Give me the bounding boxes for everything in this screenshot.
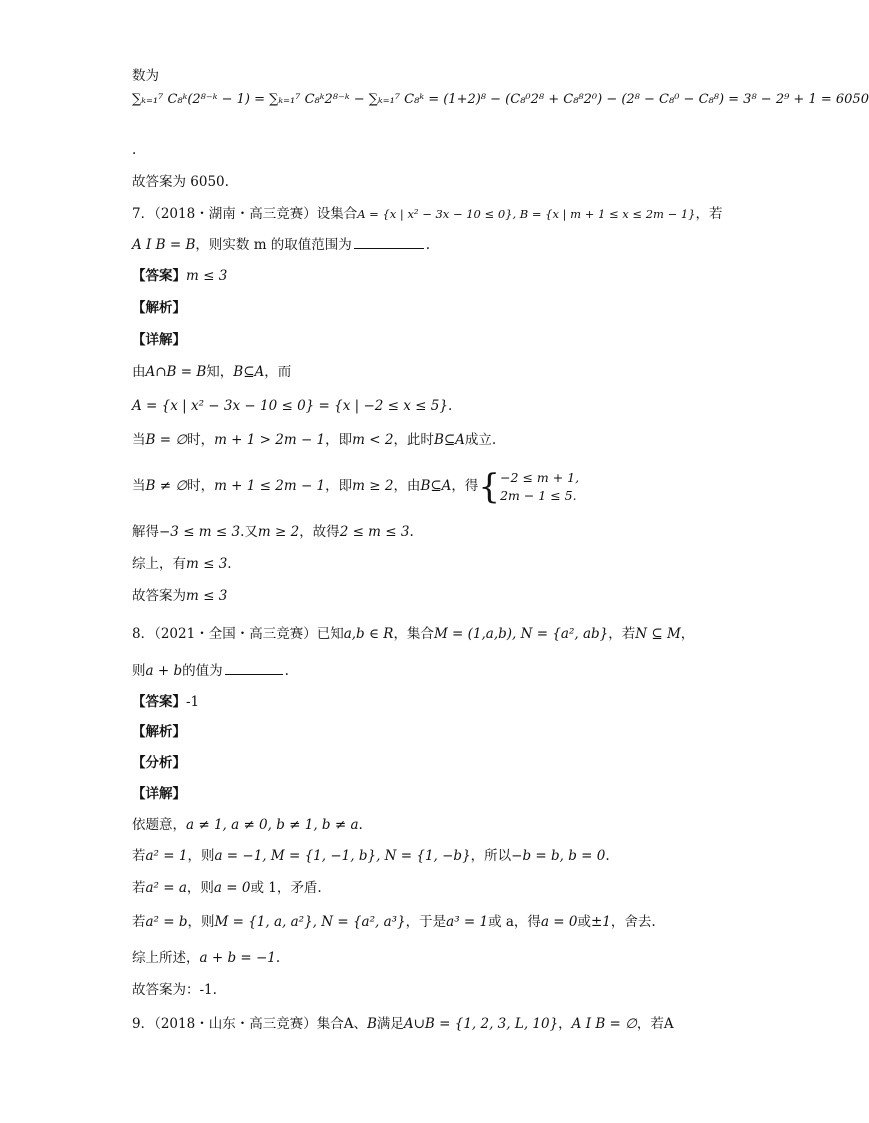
- text-line: [132, 140, 136, 160]
- text-span: 【分析】: [132, 755, 186, 771]
- math-span: m ≥ 2: [257, 524, 300, 540]
- solution-line: [132, 554, 232, 574]
- text-span: 成立.: [464, 432, 497, 448]
- answer-line: [132, 980, 217, 1000]
- solution-line: [132, 948, 280, 968]
- text-span: 时，: [187, 478, 215, 494]
- label: 【答案】: [132, 694, 186, 710]
- text-span: 依题意，: [132, 817, 186, 833]
- math-span: A∩B = B: [145, 364, 207, 380]
- math-span: m ≥ 2: [352, 478, 394, 494]
- text-span: .: [227, 556, 232, 572]
- text-span: 9．（2018・山东・高三竞赛）集合: [132, 1016, 344, 1032]
- math-span: M = {1, a, a²}, N = {a², a³}: [214, 914, 406, 930]
- solution-line: [132, 815, 363, 835]
- math-span: a² = b: [145, 914, 188, 930]
- math-span: m + 1 ≤ 2m − 1: [214, 478, 326, 494]
- text-span: 或 a，得: [488, 914, 541, 930]
- text-span: 若: [132, 880, 146, 896]
- math-span: A I B = ∅: [571, 1016, 637, 1032]
- math-span: M = (1,a,b), N = {a², ab}: [433, 626, 609, 642]
- text-span: 数为: [132, 68, 159, 84]
- section-label: [132, 330, 186, 350]
- math-span: 2 ≤ m ≤ 3: [339, 524, 410, 540]
- text-span: ，若: [608, 626, 636, 642]
- text-span: 或: [577, 914, 591, 930]
- text-span: 若: [132, 914, 146, 930]
- math-span: a + b: [145, 663, 183, 679]
- text-span: ，于是: [405, 914, 447, 930]
- text-span: 若: [132, 848, 146, 864]
- question-7: [132, 204, 723, 224]
- answer-blank: [225, 660, 283, 675]
- answer-blank: [354, 234, 424, 249]
- text-span: ，故得: [299, 524, 340, 540]
- math-span: a,b ∈ R: [343, 626, 394, 642]
- text-span: ，: [558, 1016, 572, 1032]
- text-span: 故答案为 6050.: [132, 174, 229, 190]
- question-8: [132, 624, 694, 644]
- math-span: B ≠ ∅: [145, 478, 188, 494]
- math-span: B = ∅: [145, 432, 188, 448]
- solution-line: [132, 912, 656, 932]
- text-span: 则: [132, 663, 146, 679]
- text-span: A: [343, 1016, 354, 1032]
- solution-line: [132, 846, 610, 866]
- text-span: ，即: [325, 478, 353, 494]
- math-span: m ≤ 3: [186, 268, 228, 284]
- left-brace: {: [478, 466, 501, 507]
- math-span: A∪B = {1, 2, 3, L, 10}: [403, 1016, 559, 1032]
- solution-line: [132, 362, 291, 382]
- text-span: .: [275, 950, 281, 966]
- question-9: [132, 1014, 674, 1034]
- math-span: −3 ≤ m ≤ 3: [159, 524, 241, 540]
- text-span: ，由: [393, 478, 421, 494]
- math-span: B: [366, 1016, 377, 1032]
- math-span: A = {x | x² − 3x − 10 ≤ 0} = {x | −2 ≤ x ≤ 5}: [132, 398, 448, 414]
- text-span: 7．（2018・湖南・高三竞赛）设集合: [132, 206, 358, 222]
- section-label: [132, 722, 186, 742]
- section-label: [132, 753, 186, 773]
- math-span: a² = a: [145, 880, 187, 896]
- text-span: ，此时: [393, 432, 434, 448]
- text-span: .: [358, 817, 363, 833]
- text-span: 综上所述，: [132, 950, 200, 966]
- text-span: 【解析】: [132, 724, 186, 740]
- answer-8: [132, 692, 199, 712]
- math-span: m + 1 > 2m − 1: [214, 432, 326, 448]
- text-span: 由: [132, 364, 146, 380]
- math-span: B⊆A: [420, 478, 452, 494]
- math-span: 2m − 1 ≤ 5.: [500, 487, 577, 503]
- text-span: 当: [132, 478, 146, 494]
- text-span: ，得: [451, 478, 479, 494]
- solution-line: [132, 396, 452, 416]
- question-8-cont: [132, 660, 289, 681]
- text-span: ，若A: [636, 1016, 674, 1032]
- text-span: .: [284, 663, 289, 679]
- math-span: a = 0: [540, 914, 578, 930]
- sum-equation: [132, 92, 869, 107]
- text-span: ，则: [187, 848, 215, 864]
- math-span: N ⊆ M: [635, 626, 681, 642]
- math-span: a = −1, M = {1, −1, b}, N = {1, −b}: [214, 848, 471, 864]
- text-span: 满足: [376, 1016, 404, 1032]
- text-span: ，若: [695, 206, 723, 222]
- answer-line: [132, 586, 227, 606]
- solution-line: [132, 878, 322, 898]
- answer-line: [132, 172, 229, 192]
- equation-system: [500, 469, 579, 505]
- text-span: 【解析】: [132, 300, 186, 316]
- math-span: m ≤ 3: [186, 588, 228, 604]
- text-span: 综上，有: [132, 556, 186, 572]
- solution-line: [132, 522, 414, 542]
- text-span: ，舍去.: [610, 914, 656, 930]
- math-span: a + b = −1: [199, 950, 276, 966]
- text-span: ，即: [325, 432, 353, 448]
- math-span: ±1: [590, 914, 611, 930]
- text-span: 故答案为：-1.: [132, 982, 217, 998]
- text-span: .: [409, 524, 414, 540]
- text-span: 或 1，矛盾.: [250, 880, 322, 896]
- solution-line: [132, 430, 496, 450]
- text-span: -1: [186, 694, 200, 710]
- label: 【答案】: [132, 268, 186, 284]
- answer-7: [132, 266, 227, 286]
- text-span: 【详解】: [132, 786, 186, 802]
- math-span: −2 ≤ m + 1,: [500, 469, 580, 485]
- text-span: .: [425, 237, 431, 253]
- text-span: .: [132, 142, 137, 158]
- question-7-cont: [132, 234, 430, 255]
- math-span: B⊆A: [433, 432, 465, 448]
- text-span: 时，: [187, 432, 215, 448]
- text-span: ，所以: [470, 848, 512, 864]
- text-span: ，则: [186, 880, 214, 896]
- math-span: B⊆A: [233, 364, 265, 380]
- math-span: a³ = 1: [446, 914, 489, 930]
- text-span: .: [605, 848, 610, 864]
- text-span: 【详解】: [132, 332, 186, 348]
- text-span: ，而: [264, 364, 292, 380]
- math-span: A = {x | x² − 3x − 10 ≤ 0}, B = {x | m + 1 ≤ x ≤ 2m − 1}: [357, 207, 696, 221]
- text-span: ，集合: [393, 626, 434, 642]
- section-label: [132, 784, 186, 804]
- text-span: ，则: [187, 914, 215, 930]
- text-span: 当: [132, 432, 146, 448]
- text-span: .又: [240, 524, 258, 540]
- text-span: 知，: [206, 364, 234, 380]
- text-span: .: [447, 398, 453, 414]
- text-span: ，则实数 m 的取值范围为: [195, 237, 352, 253]
- text-span: 故答案为: [132, 588, 186, 604]
- math-span: a ≠ 1, a ≠ 0, b ≠ 1, b ≠ a: [186, 817, 359, 833]
- text-span: 的值为: [182, 663, 223, 679]
- text-span: ，: [680, 626, 695, 642]
- math-span: ∑ₖ₌₁⁷ C₈ᵏ(2⁸⁻ᵏ − 1) = ∑ₖ₌₁⁷ C₈ᵏ2⁸⁻ᵏ − ∑ₖ₌₁⁷ C₈ᵏ = (1+2)⁸ − (C₈⁰2⁸ + C₈⁸2⁰) − (2⁸ − C₈⁰ − C₈⁸) = 3⁸ − 2⁹ + 1 = 6050: [132, 92, 869, 107]
- section-label: [132, 298, 186, 318]
- math-span: m ≤ 3: [186, 556, 228, 572]
- math-span: m < 2: [352, 432, 394, 448]
- math-span: a² = 1: [145, 848, 188, 864]
- text-span: 解得: [132, 524, 159, 540]
- math-span: a = 0: [213, 880, 251, 896]
- math-span: −b = b, b = 0: [511, 848, 606, 864]
- text-span: 、: [353, 1016, 367, 1032]
- text-span: 8．（2021・全国・高三竞赛）已知: [132, 626, 344, 642]
- text-line: [132, 66, 159, 86]
- solution-line: [132, 466, 579, 506]
- math-span: A I B = B: [132, 237, 196, 253]
